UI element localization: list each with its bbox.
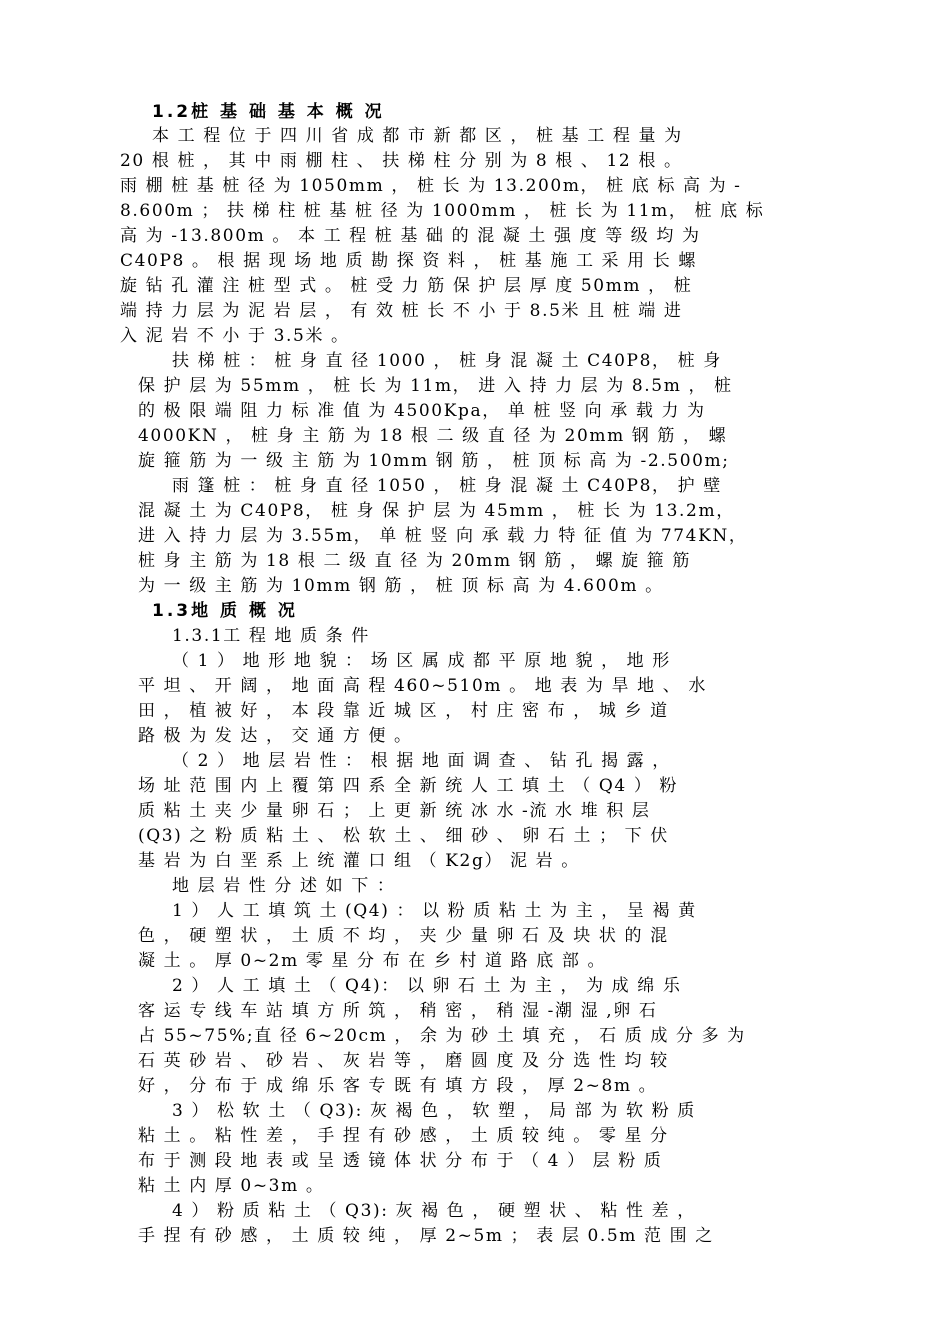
subsection-heading: 1.3.1工 程 地 质 条 件 xyxy=(172,626,370,646)
text-line: 4 ） 粉 质 粘 土 （ Q3): 灰 褐 色 ， 硬 塑 状 、 粘 性 差 ， xyxy=(172,1201,696,1221)
text-line: 4000KN ， 桩 身 主 筋 为 18 根 二 级 直 径 为 20mm 钢 筋 ， 螺 xyxy=(138,426,728,446)
text-line: 石 英 砂 岩 、 砂 岩 、 灰 岩 等 ， 磨 圆 度 及 分 选 性 均 较 xyxy=(138,1051,669,1071)
text-line: 2 ） 人 工 填 土 （ Q4)： 以 卵 石 土 为 主 ， 为 成 绵 乐 xyxy=(172,976,682,996)
section-heading-geology: 1.3地 质 概 况 xyxy=(152,601,298,621)
text-line: 桩 身 主 筋 为 18 根 二 级 直 径 为 20mm 钢 筋 ， 螺 旋 箍 筋 xyxy=(138,551,691,571)
text-line: (Q3) 之 粉 质 粘 土 、 松 软 土 、 细 砂 、 卵 石 土 ； 下 伏 xyxy=(138,826,669,846)
text-line: 的 极 限 端 阻 力 标 准 值 为 4500Kpa， 单 桩 竖 向 承 载 力 为 xyxy=(138,401,706,421)
text-line: 20 根 桩 ， 其 中 雨 棚 柱 、 扶 梯 柱 分 别 为 8 根 、 12 根 。 xyxy=(120,151,683,171)
text-line: 入 泥 岩 不 小 于 3.5米 。 xyxy=(120,326,350,346)
text-line: 地 层 岩 性 分 述 如 下 ： xyxy=(172,876,396,896)
text-line: （ 1 ） 地 形 地 貌 ： 场 区 属 成 都 平 原 地 貌 ， 地 形 xyxy=(172,651,671,671)
text-line: 雨 篷 桩 ： 桩 身 直 径 1050 ， 桩 身 混 凝 土 C40P8， 护 壁 xyxy=(172,476,722,496)
section-heading-pile-foundation: 1.2桩 基 础 基 本 概 况 xyxy=(152,102,385,122)
text-line: 高 为 -13.800m 。 本 工 程 桩 基 础 的 混 凝 土 强 度 等 级 均 为 xyxy=(120,226,701,246)
text-line: 旋 钻 孔 灌 注 桩 型 式 。 桩 受 力 筋 保 护 层 厚 度 50mm ， 桩 xyxy=(120,276,693,296)
text-line: 好 ， 分 布 于 成 绵 乐 客 专 既 有 填 方 段 ， 厚 2~8m 。 xyxy=(138,1076,658,1096)
text-line: 旋 箍 筋 为 一 级 主 筋 为 10mm 钢 筋 ， 桩 顶 标 高 为 -2.500m; xyxy=(138,451,730,471)
text-line: 雨 棚 桩 基 桩 径 为 1050mm ， 桩 长 为 13.200m， 桩 底 标 高 为 - xyxy=(120,176,742,196)
text-line: 扶 梯 桩 ： 桩 身 直 径 1000 ， 桩 身 混 凝 土 C40P8， 桩 身 xyxy=(172,351,722,371)
text-line: 本 工 程 位 于 四 川 省 成 都 市 新 都 区 ， 桩 基 工 程 量 为 xyxy=(152,126,683,146)
text-line: 粘 土 内 厚 0~3m 。 xyxy=(138,1176,325,1196)
text-line: 客 运 专 线 车 站 填 方 所 筑 ， 稍 密 ， 稍 湿 -潮 湿 ,卵 石 xyxy=(138,1001,658,1021)
text-line: 凝 土 。 厚 0~2m 零 星 分 布 在 乡 村 道 路 底 部 。 xyxy=(138,951,607,971)
text-line: 场 址 范 围 内 上 覆 第 四 系 全 新 统 人 工 填 土 （ Q4 ） 粉 xyxy=(138,776,679,796)
text-line: 端 持 力 层 为 泥 岩 层 ， 有 效 桩 长 不 小 于 8.5米 且 桩 端 进 xyxy=(120,301,683,321)
text-line: 占 55~75%;直 径 6~20cm ， 余 为 砂 土 填 充 ， 石 质 成 分 多 为 xyxy=(138,1026,746,1046)
text-line: 平 坦 、 开 阔 ， 地 面 高 程 460~510m 。 地 表 为 旱 地 、 水 xyxy=(138,676,707,696)
text-line: 粘 土 。 粘 性 差 ， 手 捏 有 砂 感 ， 土 质 较 纯 。 零 星 分 xyxy=(138,1126,669,1146)
text-line: C40P8 。 根 据 现 场 地 质 勘 探 资 料 ， 桩 基 施 工 采 用 长 螺 xyxy=(120,251,697,271)
text-line: 色 ， 硬 塑 状 ， 土 质 不 均 ， 夹 少 量 卵 石 及 块 状 的 混 xyxy=(138,926,669,946)
text-line: 布 于 测 段 地 表 或 呈 透 镜 体 状 分 布 于 （ 4 ） 层 粉 质 xyxy=(138,1151,663,1171)
text-line: 为 一 级 主 筋 为 10mm 钢 筋 ， 桩 顶 标 高 为 4.600m 。 xyxy=(138,576,664,596)
text-line: 进 入 持 力 层 为 3.55m， 单 桩 竖 向 承 载 力 特 征 值 为 774KN， xyxy=(138,526,748,546)
text-line: 田 ， 植 被 好 ， 本 段 靠 近 城 区 ， 村 庄 密 布 ， 城 乡 道 xyxy=(138,701,669,721)
text-line: （ 2 ） 地 层 岩 性 ： 根 据 地 面 调 查 、 钻 孔 揭 露 ， xyxy=(172,751,671,771)
text-line: 8.600m ； 扶 梯 柱 桩 基 桩 径 为 1000mm ， 桩 长 为 11m， 桩 底 标 xyxy=(120,201,765,221)
text-line: 基 岩 为 白 垩 系 上 统 灌 口 组 （ K2g） 泥 岩 。 xyxy=(138,851,580,871)
text-line: 手 捏 有 砂 感 ， 土 质 较 纯 ， 厚 2~5m ； 表 层 0.5m 范 围 之 xyxy=(138,1226,714,1246)
text-line: 质 粘 土 夹 少 量 卵 石 ； 上 更 新 统 冰 水 -流 水 堆 积 层 xyxy=(138,801,651,821)
text-line: 1 ） 人 工 填 筑 土 (Q4) ： 以 粉 质 粘 土 为 主 ， 呈 褐 黄 xyxy=(172,901,697,921)
text-line: 保 护 层 为 55mm ， 桩 长 为 11m， 进 入 持 力 层 为 8.5m ， 桩 xyxy=(138,376,733,396)
text-line: 路 极 为 发 达 ， 交 通 方 便 。 xyxy=(138,726,413,746)
text-line: 3 ） 松 软 土 （ Q3): 灰 褐 色 ， 软 塑 ， 局 部 为 软 粉 质 xyxy=(172,1101,696,1121)
text-line: 混 凝 土 为 C40P8， 桩 身 保 护 层 为 45mm ， 桩 长 为 13.2m， xyxy=(138,501,735,521)
